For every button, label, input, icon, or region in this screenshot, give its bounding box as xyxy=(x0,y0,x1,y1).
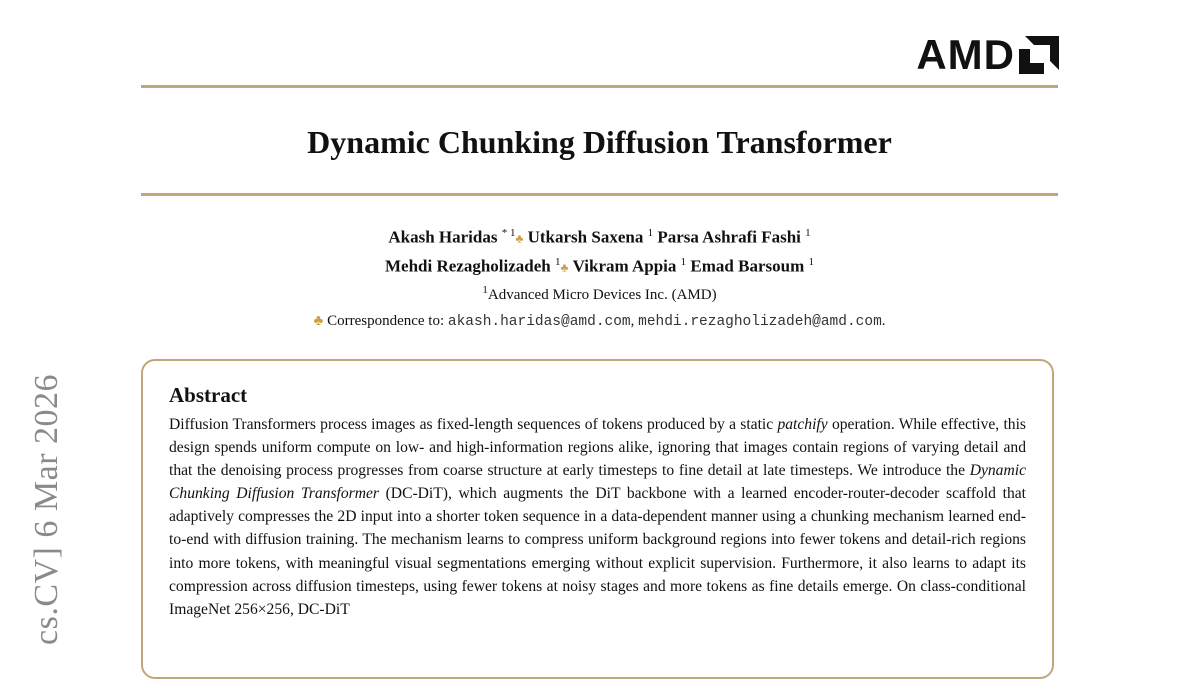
affiliation-text: Advanced Micro Devices Inc. (AMD) xyxy=(487,287,717,304)
amd-arrow-icon xyxy=(1019,36,1059,74)
correspondence xyxy=(141,313,1058,330)
author-affil-mark: 1 xyxy=(680,255,687,268)
abstract-emphasis: Dynamic Chunking Diffusion Transformer xyxy=(169,462,1026,503)
author-name: Emad Barsoum xyxy=(690,256,805,276)
arxiv-stamp: cs.CV] 6 Mar 2026 xyxy=(28,373,65,645)
abstract-text: operation. While effective, this design spends uniform compute on low- and high-information regions alike, ignoring that images contain regions of varying detail and that the denoising process progresses from coarse structure at early timesteps to fine detail at late timesteps. We introduce the xyxy=(169,416,1026,480)
header-rule xyxy=(141,85,1058,88)
affiliation xyxy=(141,279,1058,307)
email-link[interactable]: mehdi.rezagholizadeh@amd.com xyxy=(638,314,882,330)
author-affil-mark: * 1 xyxy=(501,227,516,239)
author-name: Parsa Ashrafi Fashi xyxy=(657,227,801,247)
author-affil-mark: 1 xyxy=(647,227,654,239)
author-name: Mehdi Rezagholizadeh xyxy=(385,256,551,276)
author-name: Vikram Appia xyxy=(572,256,677,276)
paper-title: Dynamic Chunking Diffusion Transformer xyxy=(307,124,892,160)
author-name: Akash Haridas xyxy=(388,227,498,247)
author-line-1 xyxy=(141,222,1058,251)
author-block xyxy=(141,222,1058,307)
email-link[interactable]: akash.haridas@amd.com xyxy=(447,314,631,330)
title-rule xyxy=(141,193,1058,196)
club-icon: ♣ xyxy=(515,231,524,246)
abstract-body xyxy=(169,413,1026,621)
abstract-text: Diffusion Transformers process images as fixed-length sequences of tokens produced by a static xyxy=(169,416,778,433)
author-affil-mark: 1 xyxy=(555,255,561,268)
abstract-text: (DC-DiT), which augments the DiT backbone with a learned encoder-router-decoder scaffold that adaptively compresses the 2D input into a shorter token sequence in a data-dependent manner using a chunking mechanism learned end-to-end with diffusion training. The mechanism learns to compress uniform background regions into fewer tokens and detail-rich regions into more tokens, with meaningful visual segmentations emerging without explicit supervision. Furthermore, it also learns to adapt its compression across diffusion timesteps, using fewer tokens at noisy stages and more tokens as fine details emerge. On class-conditional ImageNet 256×256, DC-DiT xyxy=(169,485,1026,618)
author-affil-mark: 1 xyxy=(808,255,814,268)
email-separator: , xyxy=(630,313,635,329)
amd-logo xyxy=(916,31,1059,78)
abstract-heading: Abstract xyxy=(169,383,248,407)
logo-text: AMD xyxy=(916,31,1015,78)
correspondence-label: Correspondence to: xyxy=(327,313,445,329)
abstract-emphasis: patchify xyxy=(777,416,828,433)
abstract-box xyxy=(141,359,1054,679)
author-affil-mark: 1 xyxy=(805,227,811,239)
author-line-2 xyxy=(141,251,1058,280)
author-name: Utkarsh Saxena xyxy=(527,227,644,247)
club-icon: ♣ xyxy=(313,313,324,329)
correspondence-end: . xyxy=(881,313,886,329)
club-icon: ♣ xyxy=(560,260,569,275)
affiliation-mark: 1 xyxy=(482,284,488,297)
